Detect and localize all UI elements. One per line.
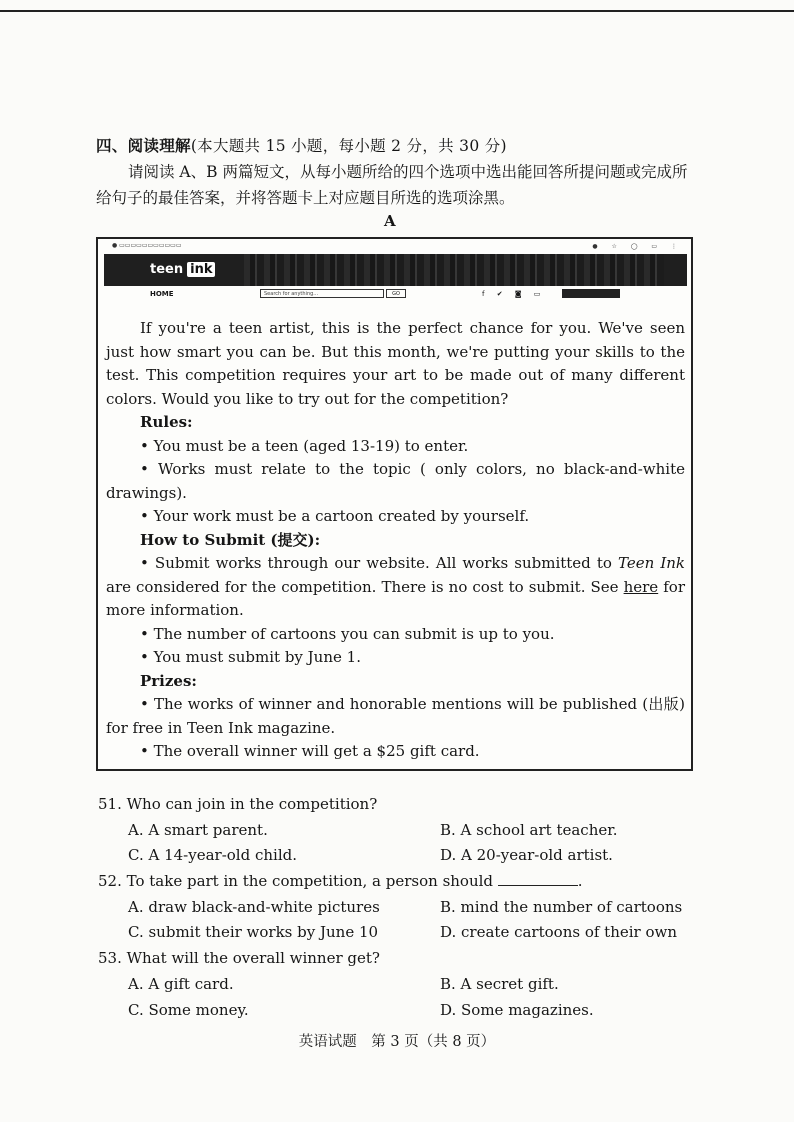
rules-label: Rules:: [140, 413, 193, 431]
site-banner: [104, 254, 687, 286]
rule-item: • Your work must be a cartoon created by yourself.: [140, 507, 530, 525]
option-a[interactable]: A. A smart parent.: [128, 820, 268, 839]
site-search-input[interactable]: Search for anything...: [260, 289, 384, 298]
option-row: [98, 998, 698, 1024]
option-a[interactable]: A. A gift card.: [128, 974, 234, 993]
question-stem: 53. What will the overall winner get?: [98, 949, 380, 968]
social-icons: f ✔ ◙ ▭: [482, 290, 546, 298]
passage-letter: A: [384, 212, 396, 230]
option-b[interactable]: B. mind the number of cartoons: [440, 897, 683, 916]
option-row: [98, 843, 698, 869]
passage-intro: If you're a teen artist, this is the perfect chance for you. We've seen just how smart you can be. But this month, we're putting your skills to the test. This competition requires your art to be made out of many different colors. Would you like to try out for the competition?: [106, 319, 685, 408]
question-list: [98, 792, 698, 1023]
here-link[interactable]: here: [623, 577, 659, 596]
site-search-button[interactable]: GO: [386, 289, 406, 298]
option-c[interactable]: C. Some money.: [128, 1000, 249, 1019]
option-d[interactable]: D. create cartoons of their own: [440, 923, 678, 942]
passage-content: [106, 317, 685, 764]
site-logo: [148, 261, 215, 277]
option-d[interactable]: D. A 20-year-old artist.: [440, 846, 613, 865]
option-row: [98, 895, 698, 921]
option-a[interactable]: A. draw black-and-white pictures: [128, 897, 380, 916]
option-d[interactable]: D. Some magazines.: [440, 1000, 594, 1019]
logo-teen: teen: [150, 261, 184, 277]
login-button[interactable]: [562, 289, 620, 298]
browser-tools-icon: ● ☆ ◯ ▭ ⋮: [592, 243, 683, 250]
answer-blank: [498, 871, 578, 886]
option-row: [98, 972, 698, 998]
banner-texture: [244, 254, 664, 286]
submit-item: • Submit works through our website. All works submitted to Teen Ink are considered for the competition. There is no cost to submit. See here for more information.: [106, 554, 686, 619]
page-footer: 英语试题 第 3 页（共 8 页）: [298, 1034, 496, 1050]
option-b[interactable]: B. A school art teacher.: [440, 820, 618, 839]
submit-item: • The number of cartoons you can submit is up to you.: [140, 624, 555, 643]
section-instructions: 请阅读 A、B 两篇短文，从每小题所给的四个选项中选出能回答所提问题或完成所给句子的最佳答案，并将答题卡上对应题目所选的选项涂黑。: [96, 163, 688, 207]
prize-item: • The works of winner and honorable mentions will be published (出版) for free in Teen Ink magazine.: [106, 695, 685, 737]
question-stem: 52. To take part in the competition, a person should .: [98, 872, 583, 891]
question-stem: 51. Who can join in the competition?: [98, 795, 378, 813]
section-heading-title: 四、阅读理解: [96, 136, 191, 155]
submit-label: How to Submit (提交):: [140, 530, 321, 549]
rule-item: • You must be a teen (aged 13-19) to enter.: [140, 436, 469, 455]
section-heading: [96, 134, 507, 156]
submit-item: • You must submit by June 1.: [140, 648, 361, 666]
browser-url-icon: ● ▭▭▭▭▭▭▭▭▭▭▭: [112, 242, 182, 249]
option-row: [98, 920, 698, 946]
rule-item: • Works must relate to the topic ( only colors, no black-and-white drawings).: [106, 460, 685, 502]
nav-home-link[interactable]: HOME: [150, 290, 174, 298]
option-row: [98, 818, 698, 844]
prizes-label: Prizes:: [140, 671, 197, 690]
site-nav: [104, 288, 687, 302]
option-b[interactable]: B. A secret gift.: [440, 974, 559, 993]
scan-top-border: [0, 10, 794, 12]
option-c[interactable]: C. submit their works by June 10: [128, 923, 379, 942]
logo-ink: ink: [187, 262, 215, 277]
passage-box: [96, 237, 693, 771]
option-c[interactable]: C. A 14-year-old child.: [128, 846, 297, 865]
section-heading-note: (本大题共 15 小题，每小题 2 分，共 30 分): [190, 137, 507, 155]
teen-ink-title: Teen Ink: [618, 554, 686, 572]
prize-item: • The overall winner will get a $25 gift card.: [140, 742, 480, 760]
browser-bar: [100, 241, 689, 253]
